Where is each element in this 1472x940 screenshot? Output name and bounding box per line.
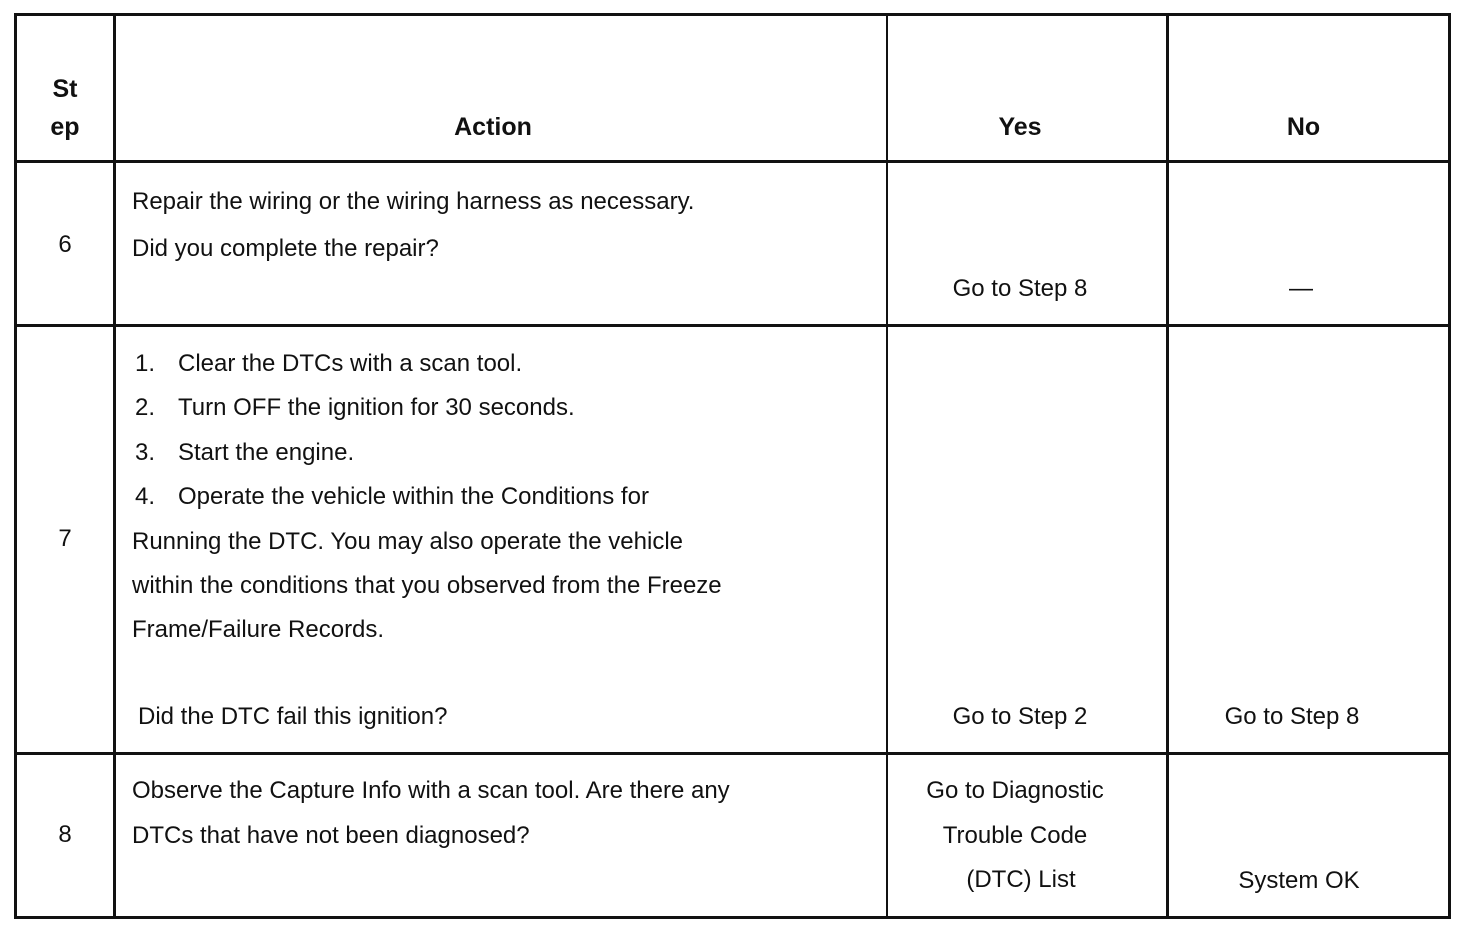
action-text: Observe the Capture Info with a scan tool. Are there any — [132, 777, 730, 804]
row-7-yes: Go to Step 2 — [952, 703, 1088, 730]
list-item — [132, 475, 882, 519]
row-8-step: 8 — [58, 821, 72, 848]
row-divider-header — [14, 160, 1451, 163]
continuation-line: Frame/Failure Records. — [132, 616, 385, 644]
header-no: No — [1286, 113, 1321, 141]
header-step — [17, 70, 113, 146]
yes-line: Go to Diagnostic — [926, 777, 1104, 804]
row-6-step: 6 — [58, 231, 72, 258]
row-7-step: 7 — [58, 525, 72, 552]
list-text: Turn OFF the ignition for 30 seconds. — [178, 394, 575, 422]
row-6-no: — — [1289, 275, 1313, 302]
list-number: 3. — [135, 438, 156, 466]
row-7-question: Did the DTC fail this ignition? — [138, 703, 448, 730]
list-text: Clear the DTCs with a scan tool. — [178, 350, 523, 377]
border-right — [1448, 13, 1451, 919]
border-top — [14, 13, 1451, 16]
row-8-no: System OK — [1238, 867, 1360, 894]
diagnostic-table — [14, 13, 1451, 919]
continuation-line: within the conditions that you observed from the Freeze — [132, 572, 722, 600]
row-6-yes: Go to Step 8 — [952, 275, 1088, 302]
list-text: Start the engine. — [178, 438, 355, 466]
header-step-line1: St — [52, 75, 78, 103]
border-left — [14, 13, 17, 919]
row-7-action — [132, 342, 882, 653]
list-item — [132, 386, 882, 430]
header-action: Action — [454, 113, 532, 141]
list-number: 4. — [135, 483, 156, 511]
list-text: Operate the vehicle within the Conditions for — [178, 483, 649, 511]
action-question: DTCs that have not been diagnosed? — [132, 821, 530, 849]
row-divider-7 — [14, 752, 1451, 755]
list-item — [132, 342, 882, 386]
row-7-no: Go to Step 8 — [1224, 703, 1360, 730]
yes-line: Trouble Code — [942, 821, 1088, 849]
header-yes: Yes — [998, 113, 1042, 141]
row-8-action — [132, 769, 882, 858]
action-text: Repair the wiring or the wiring harness as necessary. — [132, 188, 695, 215]
list-number: 2. — [135, 394, 156, 422]
list-number: 1. — [135, 350, 156, 377]
row-divider-6 — [14, 324, 1451, 327]
list-item — [132, 431, 882, 475]
border-bottom — [14, 916, 1451, 919]
yes-line: (DTC) List — [966, 866, 1076, 893]
header-step-line2: ep — [50, 113, 80, 141]
action-question: Did you complete the repair? — [132, 235, 439, 262]
row-8-yes — [888, 769, 1142, 903]
continuation-line: Running the DTC. You may also operate the vehicle — [132, 527, 684, 555]
row-6-action — [132, 178, 882, 272]
